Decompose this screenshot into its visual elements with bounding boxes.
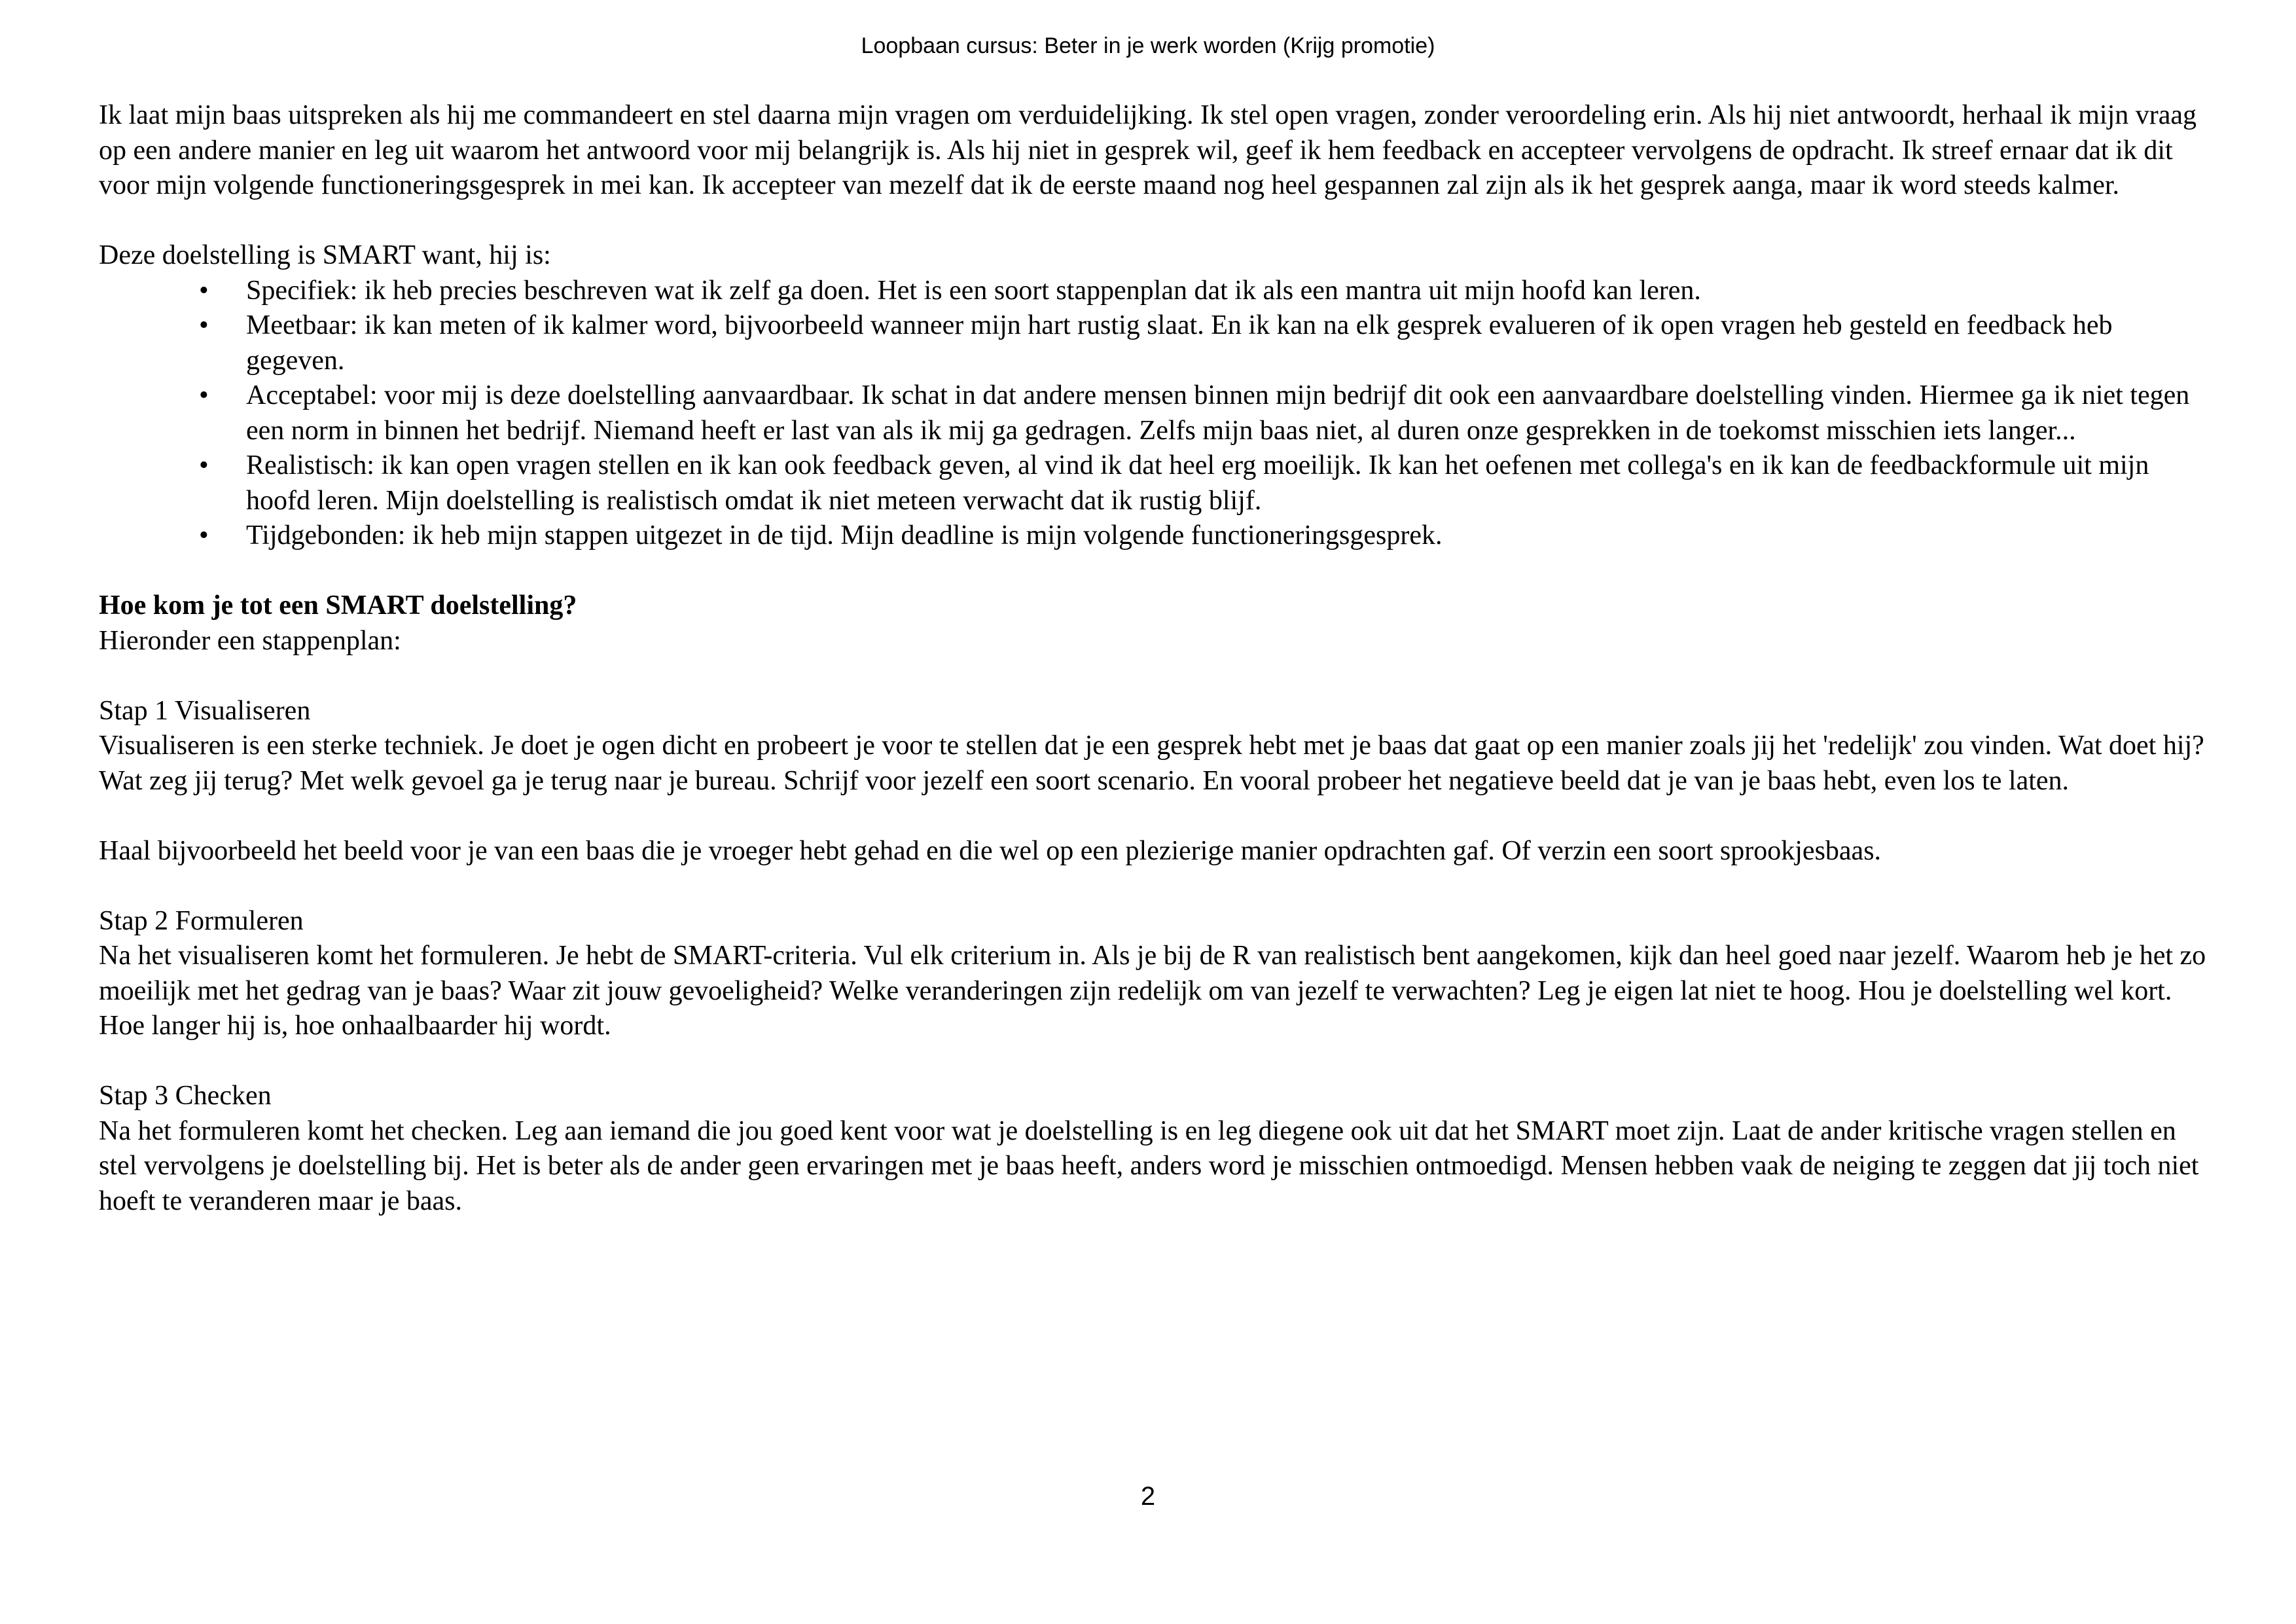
step3-text: Na het formuleren komt het checken. Leg aan iemand die jou goed kent voor wat je doelstelling is en leg diegene ook uit dat het SMART moet zijn. Laat de ander kritische vragen stellen en stel vervolgens je doelstelling bij. Het is beter als de ander geen ervaringen met je baas heeft, anders word je misschien ontmoedigd. Mensen hebben vaak de neiging te zeggen dat jij toch niet hoeft te veranderen maar je baas.	[99, 1115, 2199, 1216]
paragraph-gap	[99, 799, 2213, 834]
list-item	[199, 448, 2213, 518]
bullet-icon: •	[199, 275, 209, 306]
step2-title: Stap 2 Formuleren	[99, 905, 304, 936]
paragraph-gap	[99, 869, 2213, 904]
paragraph-gap	[99, 554, 2213, 589]
paragraph-gap	[99, 1044, 2213, 1079]
intro-paragraph: Ik laat mijn baas uitspreken als hij me commandeert en stel daarna mijn vragen om verduidelijking. Ik stel open vragen, zonder veroordeling erin. Als hij niet antwoordt, herhaal ik mijn vraag op een andere manier en leg uit waarom het antwoord voor mij belangrijk is. Als hij niet in gesprek wil, geef ik hem feedback en accepteer vervolgens de opdracht. Ik streef ernaar dat ik dit voor mijn volgende functioneringsgesprek in mei kan. Ik accepteer van mezelf dat ik de eerste maand nog heel gespannen zal zijn als ik het gesprek aanga, maar ik word steeds kalmer.	[99, 100, 2197, 200]
smart-intro: Deze doelstelling is SMART want, hij is:	[99, 240, 551, 270]
page-header: Loopbaan cursus: Beter in je werk worden (Krijg promotie)	[861, 33, 1435, 58]
step1-title: Stap 1 Visualiseren	[99, 695, 311, 726]
smart-criteria-list	[99, 274, 2213, 554]
section-heading: Hoe kom je tot een SMART doelstelling?	[99, 590, 577, 621]
step2-text: Na het visualiseren komt het formuleren. Je hebt de SMART-criteria. Vul elk criterium in. Als je bij de R van realistisch bent aangekomen, kijk dan heel goed naar jezelf. Waarom heb je het zo moeilijk met het gedrag van je baas? Waar zit jouw gevoeligheid? Welke veranderingen zijn redelijk om van jezelf te verwachten? Leg je eigen lat niet te hoog. Hou je doelstelling wel kort. Hoe langer hij is, hoe onhaalbaarder hij wordt.	[99, 941, 2206, 1041]
list-item-text: Tijdgebonden: ik heb mijn stappen uitgezet in de tijd. Mijn deadline is mijn volgende functioneringsgesprek.	[246, 520, 1443, 550]
list-item-text: Specifiek: ik heb precies beschreven wat ik zelf ga doen. Het is een soort stappenplan dat ik als een mantra uit mijn hoofd kan leren.	[246, 275, 1701, 306]
paragraph-gap	[99, 204, 2213, 239]
document-body	[99, 98, 2213, 1219]
bullet-icon: •	[199, 380, 209, 410]
step3-title: Stap 3 Checken	[99, 1081, 272, 1111]
section-intro: Hieronder een stappenplan:	[99, 625, 401, 656]
list-item-text: Meetbaar: ik kan meten of ik kalmer word, bijvoorbeeld wanneer mijn hart rustig slaat. En ik kan na elk gesprek evalueren of ik open vragen heb gesteld en feedback heb gegeven.	[246, 310, 2113, 376]
paragraph-gap	[99, 659, 2213, 694]
bullet-icon: •	[199, 450, 209, 480]
list-item	[199, 378, 2213, 448]
step1-text: Visualiseren is een sterke techniek. Je doet je ogen dicht en probeert je voor te stellen dat je een gesprek hebt met je baas dat gaat op een manier zoals jij het 'redelijk' zou vinden. Wat doet hij? Wat zeg jij terug? Met welk gevoel ga je terug naar je bureau. Schrijf voor jezelf een soort scenario. En vooral probeer het negatieve beeld dat je van je baas hebt, even los te laten.	[99, 731, 2204, 796]
bullet-icon: •	[199, 520, 209, 550]
list-item-text: Acceptabel: voor mij is deze doelstelling aanvaardbaar. Ik schat in dat andere mensen binnen mijn bedrijf dit ook een aanvaardbare doelstelling vinden. Hiermee ga ik niet tegen een norm in binnen het bedrijf. Niemand heeft er last van als ik mij ga gedragen. Zelfs mijn baas niet, al duren onze gesprekken in de toekomst misschien iets langer...	[246, 380, 2190, 446]
page-number: 2	[1140, 1482, 1156, 1511]
list-item	[199, 518, 2213, 554]
bullet-icon: •	[199, 310, 209, 340]
step1-extra: Haal bijvoorbeeld het beeld voor je van een baas die je vroeger hebt gehad en die wel op een plezierige manier opdrachten gaf. Of verzin een soort sprookjesbaas.	[99, 835, 1882, 866]
list-item-text: Realistisch: ik kan open vragen stellen en ik kan ook feedback geven, al vind ik dat heel erg moeilijk. Ik kan het oefenen met collega's en ik kan de feedbackformule uit mijn hoofd leren. Mijn doelstelling is realistisch omdat ik niet meteen verwacht dat ik rustig blijf.	[246, 450, 2149, 516]
list-item	[199, 274, 2213, 309]
list-item	[199, 308, 2213, 378]
